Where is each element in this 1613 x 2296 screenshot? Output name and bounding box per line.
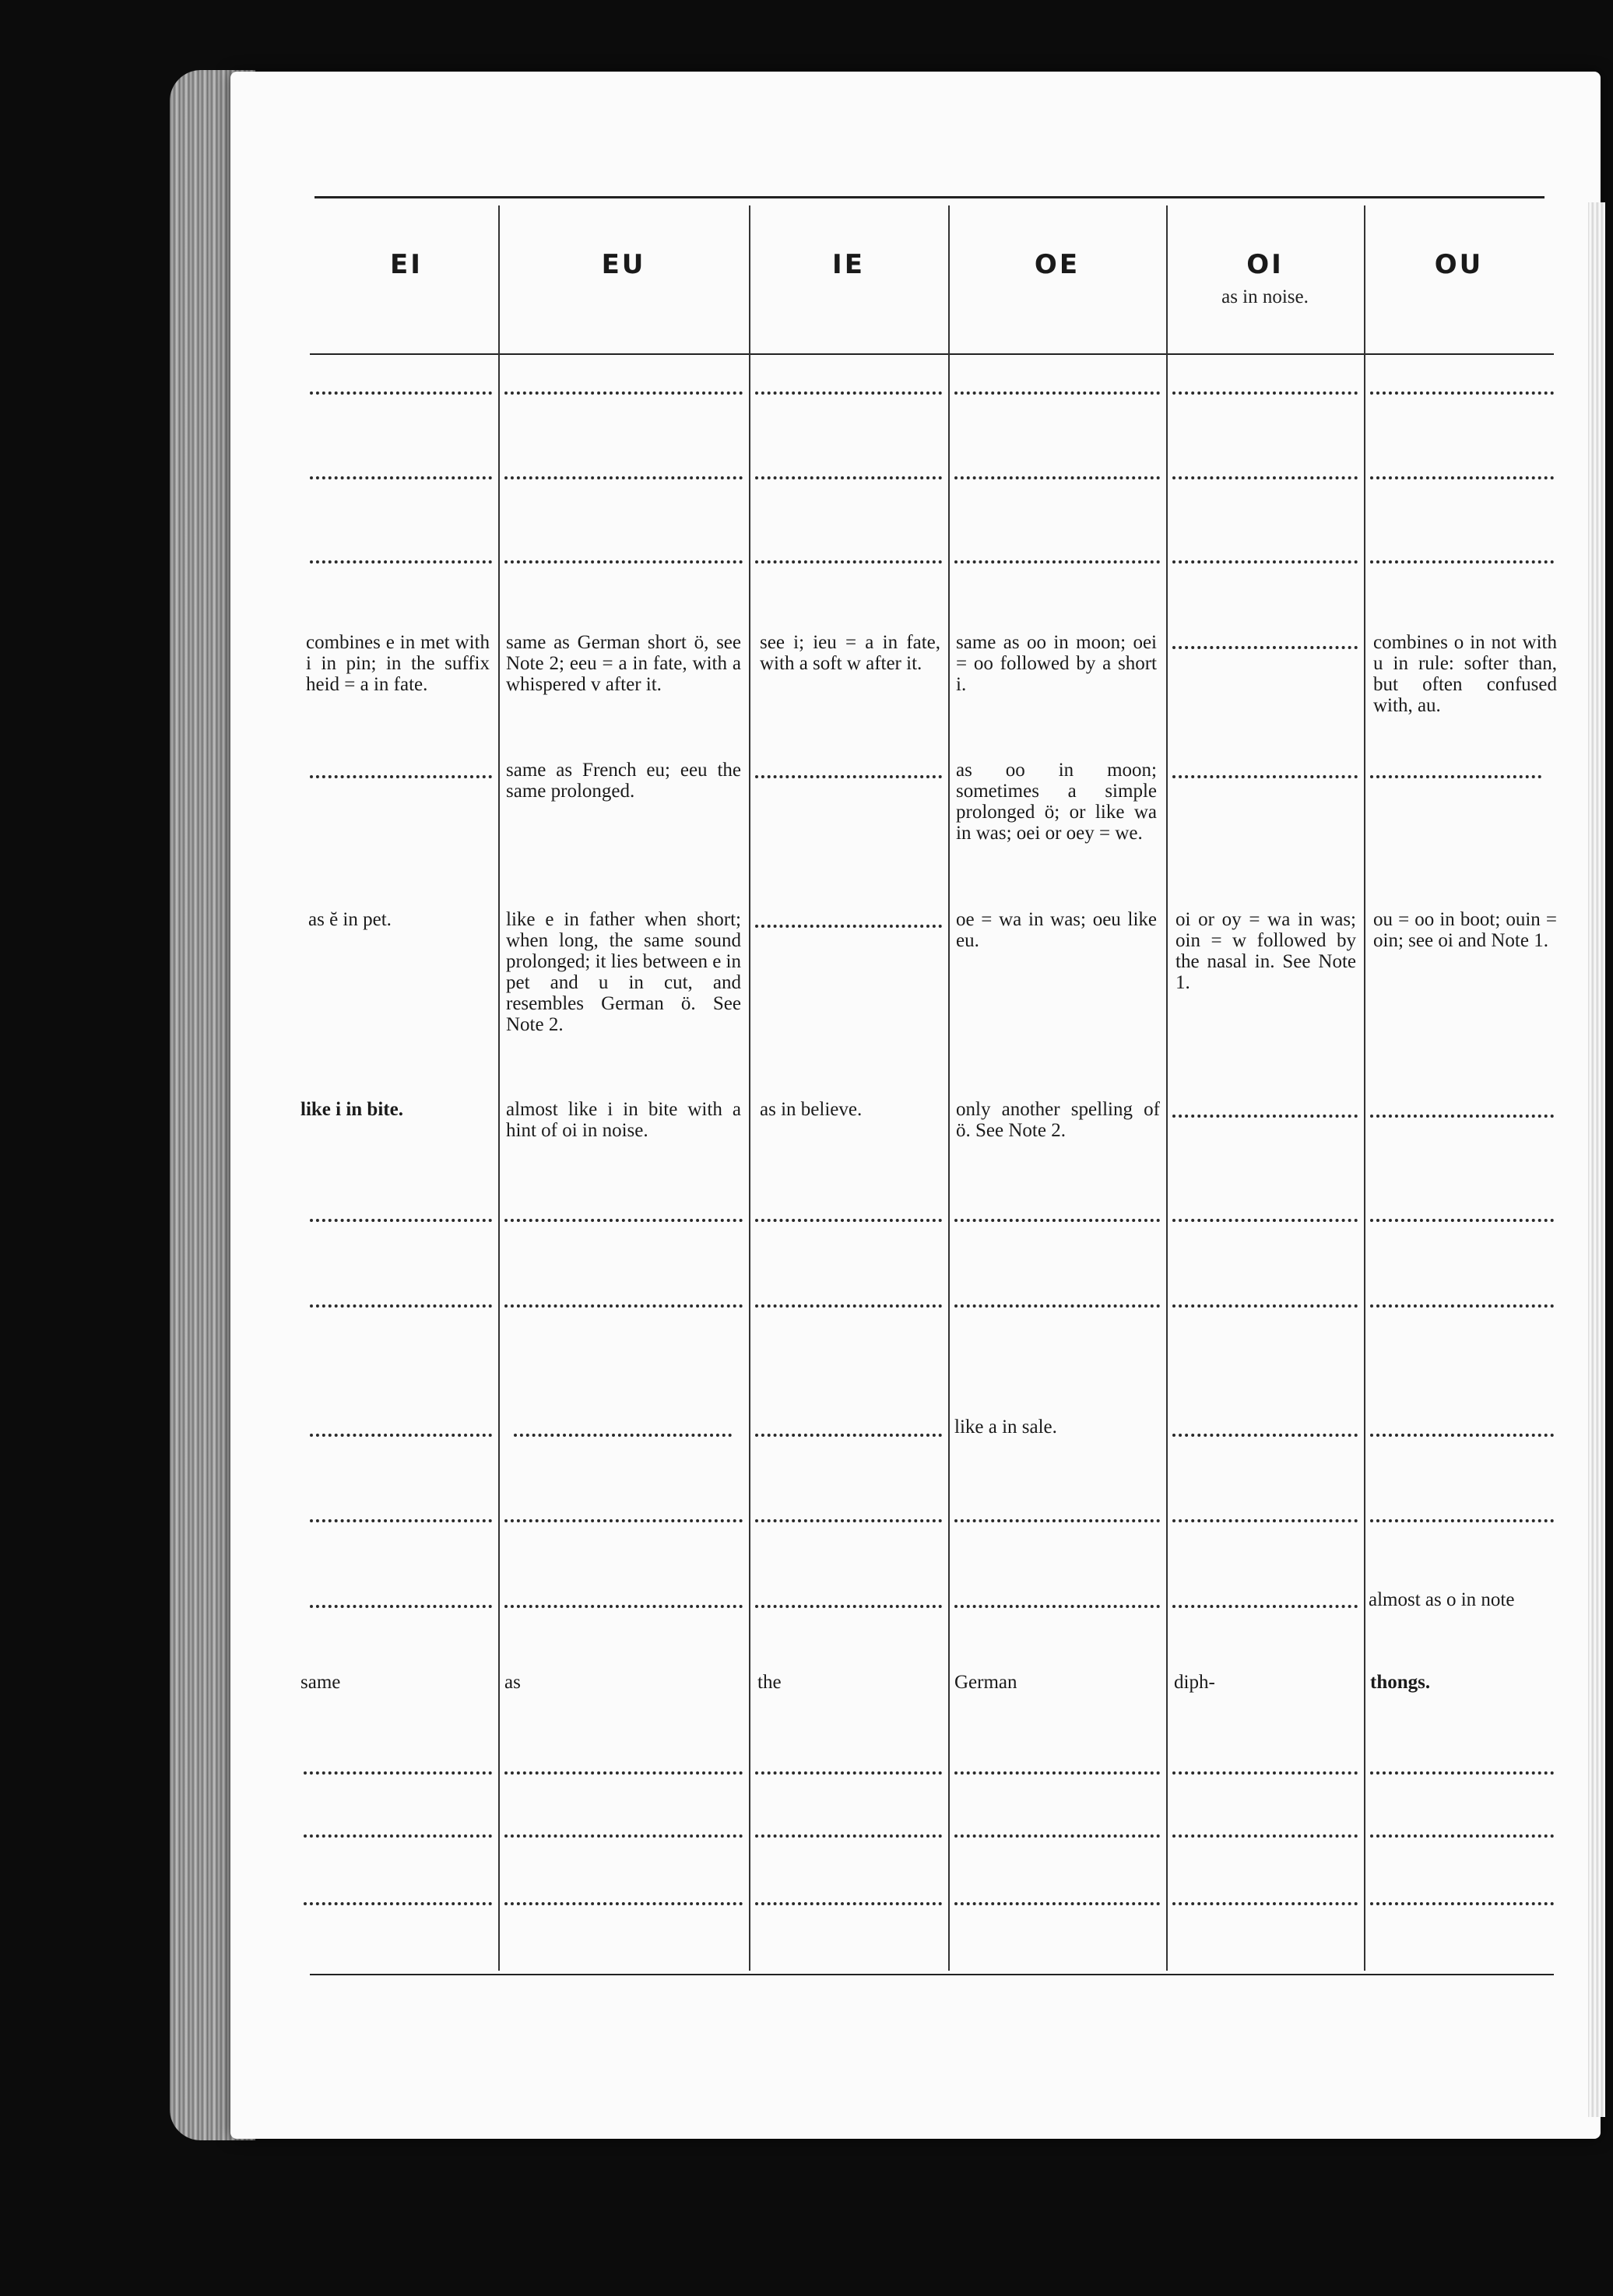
row-leader — [1172, 1834, 1358, 1838]
row-leader — [954, 560, 1160, 563]
row-leader — [755, 1771, 942, 1775]
row-leader — [954, 1834, 1160, 1838]
row-leader — [504, 1304, 743, 1308]
row-leader — [755, 925, 942, 928]
row-leader — [954, 1771, 1160, 1775]
row-leader — [310, 1519, 492, 1522]
cell-eu-row7: almost like i in bite with a hint of oi in noise. — [506, 1099, 741, 1141]
row-leader — [310, 1219, 492, 1222]
row-leader — [304, 1771, 492, 1775]
row-leader — [755, 1519, 942, 1522]
row-leader — [755, 560, 942, 563]
row-leader — [1172, 1902, 1358, 1905]
row-leader — [755, 1434, 942, 1437]
row-leader — [304, 1834, 492, 1838]
row-leader — [954, 1219, 1160, 1222]
row-leader — [1172, 560, 1358, 563]
column-rule — [1364, 205, 1365, 1971]
row-leader — [504, 391, 743, 395]
column-header-ie: IE — [832, 249, 865, 280]
cell-eu-row6: like e in father when short; when long, the same sound prolonged; it lies between e in pet and u in cut, and resembles German ö. See Note 2. — [506, 909, 742, 1035]
row-leader — [1172, 1605, 1358, 1608]
row-leader — [1370, 1902, 1554, 1905]
cell-eu-row5: same as French eu; eeu the same prolonged. — [506, 760, 741, 802]
row-leader — [504, 1834, 743, 1838]
table-top-rule — [315, 196, 1544, 198]
cell-oe-row4: same as oo in moon; oei = oo followed by a short i. — [956, 632, 1157, 695]
row-leader — [304, 1902, 492, 1905]
row-leader — [514, 1434, 732, 1437]
column-header-ou: OU — [1434, 249, 1484, 280]
row-leader — [1370, 391, 1554, 395]
row-leader — [1172, 646, 1358, 649]
cell-ou-row4: combines o in not with u in rule: softer than, but often confused with, au. — [1373, 632, 1557, 716]
row-leader — [310, 775, 492, 778]
cell-ei-row13: same — [300, 1672, 341, 1693]
cell-oe-row7: only another spelling of ö. See Note 2. — [956, 1099, 1160, 1141]
row-leader — [1172, 1115, 1358, 1118]
column-header-eu: EU — [601, 249, 646, 280]
cell-ie-row13: the — [757, 1672, 782, 1693]
row-leader — [504, 1219, 743, 1222]
row-leader — [954, 1605, 1160, 1608]
row-leader — [504, 476, 743, 479]
row-leader — [1370, 1434, 1554, 1437]
row-leader — [1172, 1219, 1358, 1222]
row-leader — [954, 1304, 1160, 1308]
column-header-oi-subtitle: as in noise. — [1221, 286, 1309, 307]
row-leader — [1172, 476, 1358, 479]
row-leader — [1370, 775, 1541, 778]
cell-ie-row7: as in believe. — [760, 1099, 863, 1120]
row-leader — [1172, 391, 1358, 395]
row-leader — [1370, 1304, 1554, 1308]
cell-eu-row13: as — [504, 1672, 521, 1693]
cell-oi-row13: diph- — [1174, 1672, 1215, 1693]
row-leader — [1172, 1434, 1358, 1437]
row-leader — [1370, 560, 1554, 563]
row-leader — [1370, 1519, 1554, 1522]
row-leader — [504, 560, 743, 563]
row-leader — [504, 1519, 743, 1522]
row-leader — [310, 1434, 492, 1437]
cell-oi-row6: oi or oy = wa in was; oin = w followed by the nasal in. See Note 1. — [1175, 909, 1356, 993]
page-right-edge — [1588, 202, 1605, 2117]
row-leader — [755, 1902, 942, 1905]
row-leader — [1370, 1834, 1554, 1838]
cell-ou-row6: ou = oo in boot; ouin = oin; see oi and Note 1. — [1373, 909, 1557, 951]
row-leader — [310, 560, 492, 563]
row-leader — [755, 1605, 942, 1608]
cell-ei-row6: as ĕ in pet. — [308, 909, 392, 930]
row-leader — [755, 476, 942, 479]
row-leader — [504, 1771, 743, 1775]
column-rule — [498, 205, 500, 1971]
row-leader — [1370, 1771, 1554, 1775]
cell-ei-row7: like i in bite. — [300, 1099, 403, 1120]
row-leader — [310, 476, 492, 479]
row-leader — [1172, 1304, 1358, 1308]
row-leader — [1172, 1771, 1358, 1775]
header-bottom-rule — [310, 353, 1554, 355]
cell-oe-row13: German — [954, 1672, 1017, 1693]
row-leader — [1370, 1219, 1554, 1222]
row-leader — [755, 775, 942, 778]
row-leader — [1172, 775, 1358, 778]
cell-oe-row10: like a in sale. — [954, 1417, 1057, 1438]
row-leader — [1370, 1115, 1554, 1118]
cell-ou-row13: thongs. — [1370, 1672, 1431, 1693]
column-rule — [948, 205, 950, 1971]
row-leader — [310, 1605, 492, 1608]
row-leader — [755, 1834, 942, 1838]
cell-oe-row6: oe = wa in was; oeu like eu. — [956, 909, 1157, 951]
cell-ou-row12: almost as o in note — [1369, 1589, 1515, 1610]
row-leader — [954, 476, 1160, 479]
cell-eu-row4: same as German short ö, see Note 2; eeu = a in fate, with a whispered v after it. — [506, 632, 741, 695]
column-rule — [1166, 205, 1168, 1971]
row-leader — [504, 1902, 743, 1905]
row-leader — [755, 1304, 942, 1308]
row-leader — [954, 1902, 1160, 1905]
row-leader — [1172, 1519, 1358, 1522]
row-leader — [755, 391, 942, 395]
column-rule — [749, 205, 750, 1971]
cell-ei-row4: combines e in met with i in pin; in the suffix heid = a in fate. — [306, 632, 490, 695]
row-leader — [755, 1219, 942, 1222]
row-leader — [504, 1605, 743, 1608]
row-leader — [954, 1519, 1160, 1522]
row-leader — [310, 391, 492, 395]
table-bottom-rule — [310, 1974, 1554, 1975]
row-leader — [954, 391, 1160, 395]
cell-ie-row4: see i; ieu = a in fate, with a soft w after it. — [760, 632, 940, 674]
column-header-oi: OI — [1246, 249, 1284, 280]
column-header-oe: OE — [1034, 249, 1081, 280]
row-leader — [310, 1304, 492, 1308]
column-header-ei: EI — [390, 249, 423, 280]
cell-oe-row5: as oo in moon; sometimes a simple prolonged ö; or like wa in was; oei or oey = we. — [956, 760, 1157, 844]
row-leader — [1370, 476, 1554, 479]
